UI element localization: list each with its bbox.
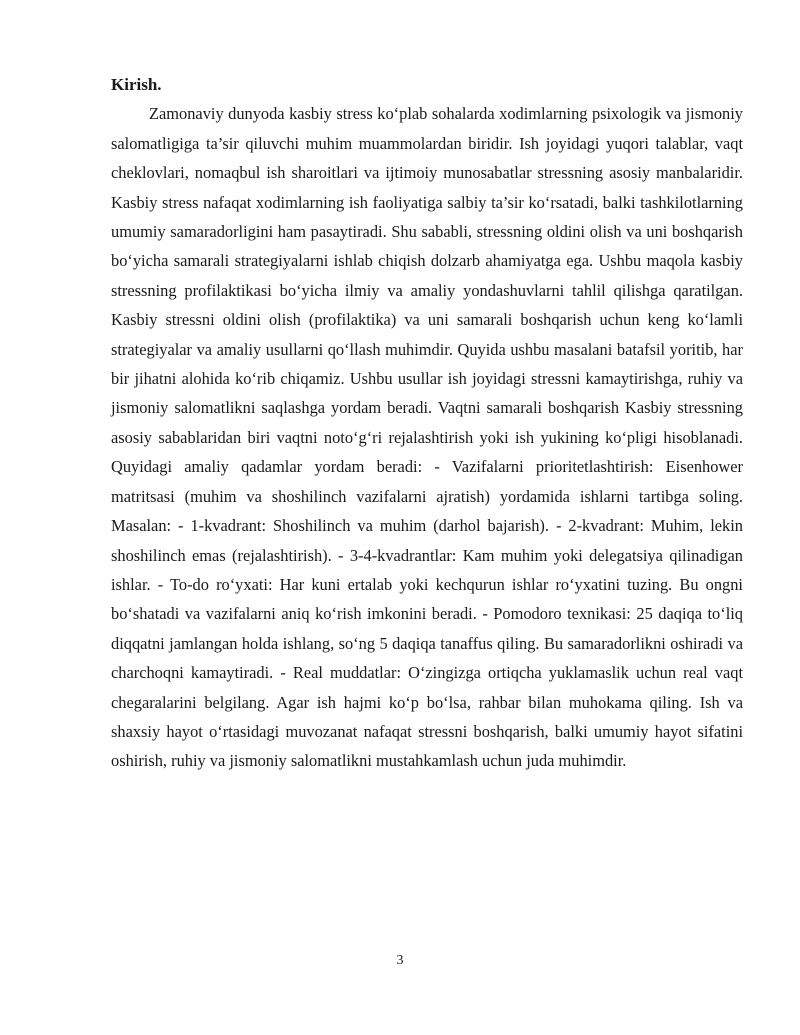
page-number: 3	[396, 953, 404, 968]
section-heading: Kirish.	[111, 75, 162, 94]
document-page	[111, 70, 743, 776]
body-paragraph: Zamonaviy dunyoda kasbiy stress ko‘plab sohalarda xodimlarning psixologik va jismoniy salomatligiga ta’sir qiluvchi muhim muammolardan biridir. Ish joyidagi yuqori talablar, vaqt cheklovlari, nomaqbul ish sharoitlari va ijtimoiy munosabatlar stressning asosiy manbalaridir. Kasbiy stress nafaqat xodimlarning ish faoliyatiga salbiy ta’sir ko‘rsatadi, balki tashkilotlarning umumiy samaradorligini ham pasaytiradi. Shu sababli, stressning oldini olish va uni boshqarish bo‘yicha samarali strategiyalarni ishlab chiqish dolzarb ahamiyatga ega. Ushbu maqola kasbiy stressning profilaktikasi bo‘yicha ilmiy va amaliy yondashuvlarni tahlil qilishga qaratilgan. Kasbiy stressni oldini olish (profilaktika) va uni samarali boshqarish uchun keng ko‘lamli strategiyalar va amaliy usullarni qo‘llash muhimdir. Quyida ushbu masalani batafsil yoritib, har bir jihatni alohida ko‘rib chiqamiz. Ushbu usullar ish joyidagi stressni kamaytirishga, ruhiy va jismoniy salomatlikni saqlashga yordam beradi. Vaqtni samarali boshqarish Kasbiy stressning asosiy sabablaridan biri vaqtni noto‘g‘ri rejalashtirish yoki ish yukining ko‘pligi hisoblanadi. Quyidagi amaliy qadamlar yordam beradi: - Vazifalarni prioritetlashtirish: Eisenhower matritsasi (muhim va shoshilinch vazifalarni ajratish) yordamida ishlarni tartibga soling. Masalan: - 1-kvadrant: Shoshilinch va muhim (darhol bajarish). - 2-kvadrant: Muhim, lekin shoshilinch emas (rejalashtirish). - 3-4-kvadrantlar: Kam muhim yoki delegatsiya qilinadigan ishlar. - To-do ro‘yxati: Har kuni ertalab yoki kechqurun ishlar ro‘yxatini tuzing. Bu ongni bo‘shatadi va vazifalarni aniq ko‘rish imkonini beradi. - Pomodoro texnikasi: 25 daqiqa to‘liq diqqatni jamlangan holda ishlang, so‘ng 5 daqiqa tanaffus qiling. Bu samaradorlikni oshiradi va charchoqni kamaytiradi. - Real muddatlar: O‘zingizga ortiqcha yuklamaslik uchun real vaqt chegaralarini belgilang. Agar ish hajmi ko‘p bo‘lsa, rahbar bilan muhokama qiling. Ish va shaxsiy hayot o‘rtasidagi muvozanat nafaqat stressni boshqarish, balki umumiy hayot sifatini oshirish, ruhiy va jismoniy salomatlikni mustahkamlash uchun juda muhimdir.	[111, 104, 743, 771]
